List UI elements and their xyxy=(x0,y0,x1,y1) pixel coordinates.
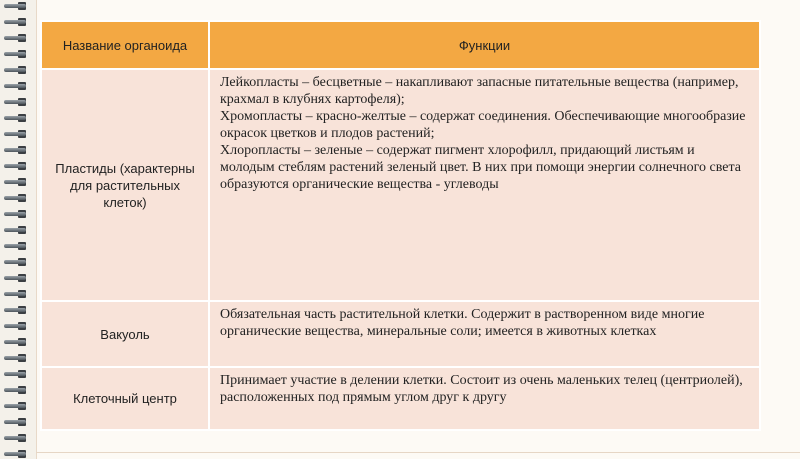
function-text: Хромопласты – красно-желтые – содержат соединения. Обеспечивающие многообразие окрасок цветков и плодов растений; xyxy=(220,109,746,141)
table-row xyxy=(41,69,760,301)
spiral-ring xyxy=(4,98,28,107)
spiral-ring xyxy=(4,274,28,283)
spiral-ring xyxy=(4,450,28,459)
spiral-binding xyxy=(0,0,36,459)
table-row xyxy=(41,367,760,430)
spiral-ring xyxy=(4,66,28,75)
spiral-ring xyxy=(4,322,28,331)
spiral-ring xyxy=(4,338,28,347)
spiral-ring xyxy=(4,146,28,155)
spiral-ring xyxy=(4,306,28,315)
function-text: Лейкопласты – бесцветные – накапливают запасные питательные вещества (например, крахмал в клубнях картофеля); xyxy=(220,75,739,107)
spiral-ring xyxy=(4,82,28,91)
spiral-ring xyxy=(4,114,28,123)
function-text: Хлоропласты – зеленые – содержат пигмент хлорофилл, придающий листьям и молодым стеблям растений зеленый цвет. В них при помощи энергии солнечного света образуются органические вещества - углеводы xyxy=(220,143,741,192)
spiral-ring xyxy=(4,130,28,139)
organoid-name-cell: Вакуоль xyxy=(41,301,209,367)
spiral-ring xyxy=(4,258,28,267)
spiral-ring xyxy=(4,162,28,171)
spiral-ring xyxy=(4,194,28,203)
spiral-ring xyxy=(4,2,28,11)
spiral-ring xyxy=(4,370,28,379)
header-functions: Функции xyxy=(209,21,760,69)
spiral-ring xyxy=(4,386,28,395)
header-organoid-name: Название органоида xyxy=(41,21,209,69)
spiral-ring xyxy=(4,354,28,363)
page-margin-line xyxy=(36,0,37,459)
table-header-row xyxy=(41,21,760,69)
organoid-function-cell xyxy=(209,69,760,301)
organoid-table xyxy=(40,20,761,431)
spiral-ring xyxy=(4,50,28,59)
spiral-ring xyxy=(4,210,28,219)
spiral-ring xyxy=(4,434,28,443)
spiral-ring xyxy=(4,34,28,43)
spiral-ring xyxy=(4,242,28,251)
organoid-function-cell xyxy=(209,367,760,430)
organoid-function-cell xyxy=(209,301,760,367)
spiral-ring xyxy=(4,290,28,299)
bottom-rule xyxy=(36,452,800,453)
spiral-ring xyxy=(4,402,28,411)
table-row xyxy=(41,301,760,367)
function-text: Принимает участие в делении клетки. Состоит из очень маленьких телец (центриолей), расположенных под прямым углом друг к другу xyxy=(220,373,743,405)
spiral-ring xyxy=(4,418,28,427)
organoid-name-cell: Пластиды (характерны для растительных клеток) xyxy=(41,69,209,301)
function-text: Обязательная часть растительной клетки. Содержит в растворенном виде многие органические вещества, минеральные соли; имеется в животных клетках xyxy=(220,307,705,339)
spiral-ring xyxy=(4,18,28,27)
spiral-ring xyxy=(4,178,28,187)
spiral-ring xyxy=(4,226,28,235)
organoid-name-cell: Клеточный центр xyxy=(41,367,209,430)
